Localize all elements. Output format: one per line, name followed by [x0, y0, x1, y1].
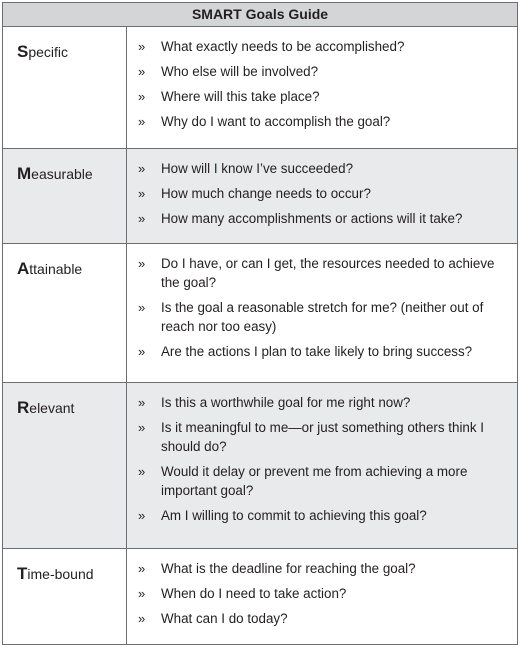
question-text: Who else will be involved?	[161, 64, 319, 79]
term-attainable	[3, 244, 127, 382]
question-text: Is this a worthwhile goal for me right now?	[161, 395, 411, 410]
bullet-marker: »	[138, 186, 146, 201]
question-list	[138, 254, 505, 361]
bullet-marker: »	[138, 64, 146, 79]
question-text: How will I know I’ve succeeded?	[161, 161, 354, 176]
row-time-bound	[3, 549, 517, 644]
question-text: Is it meaningful to me—or just something others think I should do?	[161, 420, 485, 454]
questions-cell	[127, 549, 517, 644]
question-text: How many accomplishments or actions will it take?	[161, 211, 463, 226]
term-rest: ime-bound	[27, 566, 94, 582]
question-item	[138, 462, 505, 500]
question-item	[138, 559, 505, 578]
question-text: Are the actions I plan to take likely to bring success?	[161, 344, 473, 359]
bullet-marker: »	[138, 211, 146, 226]
question-item	[138, 298, 505, 336]
question-item	[138, 184, 505, 203]
row-relevant	[3, 383, 517, 549]
term-initial: T	[17, 564, 28, 583]
questions-cell	[127, 383, 517, 548]
bullet-marker: »	[138, 464, 146, 479]
questions-cell	[127, 27, 517, 148]
question-item	[138, 159, 505, 178]
question-item	[138, 37, 505, 56]
question-item	[138, 342, 505, 361]
term-initial: R	[17, 398, 30, 417]
question-item	[138, 584, 505, 603]
bullet-marker: »	[138, 114, 146, 129]
questions-cell	[127, 244, 517, 382]
question-text: Why do I want to accomplish the goal?	[161, 114, 391, 129]
bullet-marker: »	[138, 508, 146, 523]
term-measurable	[3, 149, 127, 243]
question-item	[138, 506, 505, 525]
bullet-marker: »	[138, 256, 146, 271]
question-text: Would it delay or prevent me from achieving a more important goal?	[161, 464, 468, 498]
bullet-marker: »	[138, 561, 146, 576]
bullet-marker: »	[138, 344, 146, 359]
term-specific	[3, 27, 127, 148]
row-specific	[3, 27, 517, 149]
question-text: What is the deadline for reaching the goal?	[161, 561, 416, 576]
question-text: How much change needs to occur?	[161, 186, 371, 201]
question-list	[138, 159, 505, 228]
bullet-marker: »	[138, 420, 146, 435]
term-relevant	[3, 383, 127, 548]
term-rest: pecific	[28, 44, 69, 60]
term-rest: easurable	[31, 166, 93, 182]
question-item	[138, 87, 505, 106]
row-measurable	[3, 149, 517, 244]
question-text: When do I need to take action?	[161, 586, 347, 601]
question-item	[138, 254, 505, 292]
question-text: Am I willing to commit to achieving this goal?	[161, 508, 427, 523]
question-item	[138, 209, 505, 228]
bullet-marker: »	[138, 89, 146, 104]
bullet-marker: »	[138, 39, 146, 54]
question-item	[138, 418, 505, 456]
question-item	[138, 112, 505, 131]
term-initial: S	[17, 42, 29, 61]
question-text: Do I have, or can I get, the resources needed to achieve the goal?	[161, 256, 495, 290]
question-text: What can I do today?	[161, 611, 288, 626]
row-attainable	[3, 244, 517, 383]
term-time-bound	[3, 549, 127, 644]
question-list	[138, 37, 505, 131]
question-text: What exactly needs to be accomplished?	[161, 39, 405, 54]
smart-goals-table	[2, 2, 518, 645]
question-text: Is the goal a reasonable stretch for me? (neither out of reach nor too easy)	[161, 300, 484, 334]
term-rest: elevant	[29, 400, 75, 416]
questions-cell	[127, 149, 517, 243]
question-list	[138, 559, 505, 628]
question-list	[138, 393, 505, 525]
term-initial: A	[17, 259, 30, 278]
question-item	[138, 62, 505, 81]
bullet-marker: »	[138, 161, 146, 176]
term-initial: M	[17, 164, 32, 183]
question-text: Where will this take place?	[161, 89, 320, 104]
bullet-marker: »	[138, 586, 146, 601]
table-title: SMART Goals Guide	[3, 3, 517, 27]
bullet-marker: »	[138, 300, 146, 315]
bullet-marker: »	[138, 611, 146, 626]
bullet-marker: »	[138, 395, 146, 410]
question-item	[138, 393, 505, 412]
term-rest: ttainable	[29, 261, 83, 277]
question-item	[138, 609, 505, 628]
